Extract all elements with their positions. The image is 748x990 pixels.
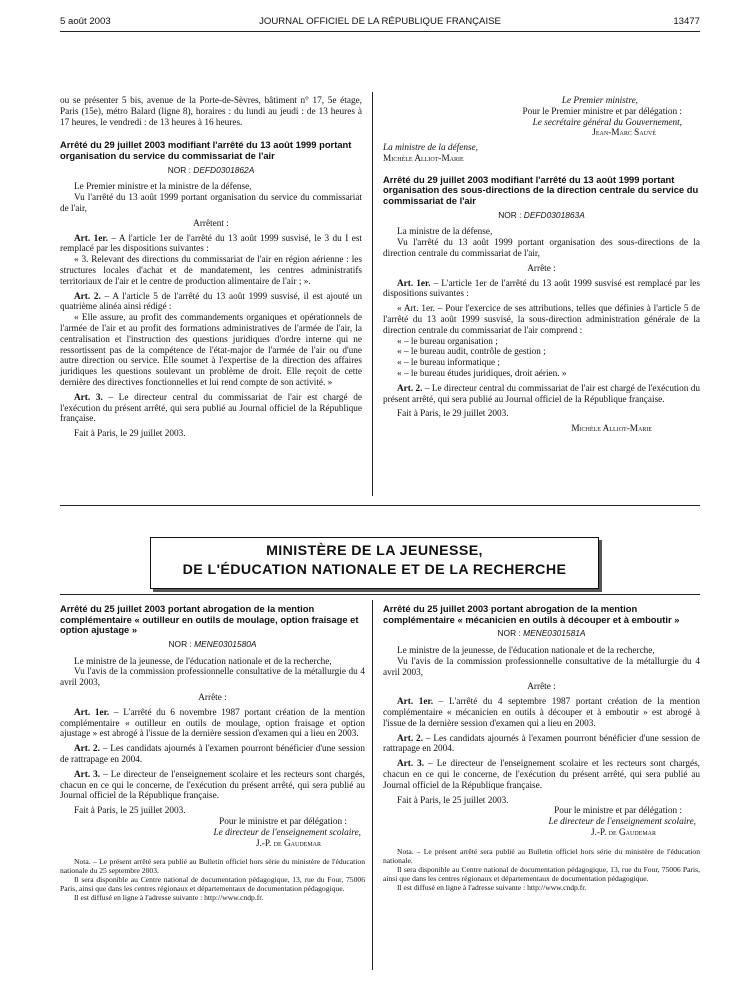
article-1: Art. 1er. – A l'article 1er de l'arrêté du 13 août 1999 susvisé, le 3 du I est remplacé par les dispositions suivantes : [60, 233, 362, 255]
nota-line: Il sera disponible au Centre national de documentation pédagogique, 13, rue du Four, 75006 Paris, ainsi que dans les centres régionaux et départementaux de documentation pédagogique. [383, 864, 700, 883]
signature-name: J.-P. de Gaudemar [255, 838, 321, 849]
article-2: Art. 2. – Le directeur central du commissariat de l'air est chargé de l'exécution du présent arrêté, qui sera publié au Journal officiel de la République française. [383, 383, 700, 405]
decree-title: Arrêté du 29 juillet 2003 modifiant l'arrêté du 13 août 1999 portant organisation du service du commissariat de l'air [60, 139, 352, 161]
bottom-right-column [383, 594, 700, 892]
preamble: Le ministre de la jeunesse, de l'éducation nationale et de la recherche, [397, 645, 655, 656]
bureau-list [383, 337, 700, 380]
fait-a-paris: Fait à Paris, le 29 juillet 2003. [397, 409, 509, 420]
signature-role: Le secrétaire général du Gouvernement, [532, 117, 682, 128]
top-left-column [60, 96, 362, 440]
visa: Vu l'avis de la commission professionnelle consultative de la métallurgie du 4 avril 2003, [383, 656, 700, 678]
signature-role: Le directeur de l'enseignement scolaire, [213, 827, 361, 838]
signature-role: Le directeur de l'enseignement scolaire, [548, 817, 696, 828]
signature-delegation: Pour le ministre et par délégation : [554, 806, 682, 817]
nota-line: Il est diffusé en ligne à l'adresse suivante : http://www.cndp.fr. [74, 893, 264, 903]
nor-reference: NOR : MENE0301581A [497, 628, 586, 639]
article-3: Art. 3. – Le directeur de l'enseignement scolaire et les recteurs sont chargés, chacun en ce qui le concerne, de l'exécution du présent arrêté, qui sera publié au Journal officiel de la République française. [383, 759, 700, 791]
top-right-column [383, 96, 700, 435]
article-1-quote: « Art. 1er. – Pour l'exercice de ses attributions, telles que définies à l'article 5 de l'arrêté du 13 août 1999 susvisé, la sous-direction administration générale de la direction centrale du commissariat de l'air comprend : [383, 304, 700, 336]
nor-reference: NOR : MENE0301580A [168, 638, 257, 649]
nota-line: Il est diffusé en ligne à l'adresse suivante : http://www.cndp.fr. [397, 882, 587, 892]
nota-line: Nota. – Le présent arrêté sera publié au Bulletin officiel hors série du ministère de l'éducation nationale du 25 septembre 2003. [60, 857, 365, 876]
section-rule [60, 505, 700, 506]
signature-delegation: Pour le Premier ministre et par délégation : [522, 106, 682, 117]
header-rule [60, 31, 700, 32]
arretent-heading: Arrêtent : [193, 218, 229, 229]
decree-title: Arrêté du 25 juillet 2003 portant abrogation de la mention complémentaire « mécanicien en outils à découper et à emboutir » [383, 603, 680, 625]
arrete-heading: Arrête : [198, 692, 227, 703]
visa: Vu l'arrêté du 13 août 1999 portant organisation des sous-directions de la direction centrale du commissariat de l'air, [383, 238, 700, 259]
column-divider-bottom [372, 600, 373, 970]
page-header [60, 14, 700, 30]
preamble: Le ministre de la jeunesse, de l'éducation nationale et de la recherche, [74, 656, 332, 667]
article-2: Art. 2. – Les candidats ajournés à l'examen pourront bénéficier d'une session de rattrapage en 2004. [60, 744, 365, 765]
article-1: Art. 1er. – L'arrêté du 6 novembre 1987 portant création de la mention complémentaire « outilleur en outils de moulage, option fraisage et option ajustage » est abrogé à l'issue de la dernière session d'examen qui a lieu en 2003. [60, 707, 365, 740]
ministry-line-1: MINISTÈRE DE LA JEUNESSE, [266, 543, 483, 559]
nota-block [383, 847, 700, 892]
list-item: « – le bureau audit, contrôle de gestion ; [397, 347, 546, 358]
list-item: « – le bureau études juridiques, droit aérien. » [397, 368, 567, 379]
signature-minister-name: Michèle Alliot-Marie [383, 153, 464, 164]
signature-name: Jean-Marc Sauvé [592, 128, 656, 139]
nor-reference: NOR : DEFD0301863A [498, 209, 585, 220]
visa: Vu l'arrêté du 13 août 1999 portant organisation du service du commissariat de l'air, [60, 193, 362, 214]
article-1: Art. 1er. – L'arrêté du 4 septembre 1987 portant création de la mention complémentaire « mécanicien en outils à découper et à emboutir » est abrogé à l'issue de la dernière session d'examen qui a lieu en 2003. [383, 697, 700, 729]
nota-line: Nota. – Le présent arrêté sera publié au Bulletin officiel hors série du ministère de l'éducation nationale. [383, 846, 700, 865]
fait-a-paris: Fait à Paris, le 25 juillet 2003. [74, 806, 186, 817]
fait-a-paris: Fait à Paris, le 29 juillet 2003. [74, 429, 186, 440]
column-divider-top [372, 92, 373, 496]
header-date: 5 août 2003 [60, 16, 111, 27]
article-3: Art. 3. – Le directeur central du commissariat de l'air est chargé de l'exécution du présent arrêté, qui sera publié au Journal officiel de la République française. [60, 392, 362, 425]
article-3: Art. 3. – Le directeur de l'enseignement scolaire et les recteurs sont chargés, chacun en ce qui le concerne, de l'exécution du présent arrêté, qui sera publié au Journal officiel de la République française. [60, 769, 365, 802]
arrete-heading: Arrête : [527, 263, 556, 274]
article-2-quote: « Elle assure, au profit des commandements organiques et opérationnels de l'armée de l'air et au profit des formations administratives de l'armée de l'air, la centralisation et l'instruction des questions juridiques d'ordre interne qui ne ressortissent pas de la compétence de l'état-major de l'armée de l'air ou d'une autre direction ou service. Elle soumet à l'expertise de la direction des affaires juridiques les questions soulevant un problème de droit. Elle reçoit de cette dernière des directives fonctionnelles et lui rend compte de son activité. » [60, 313, 362, 388]
article-1-quote: « 3. Relevant des directions du commissariat de l'air en région aérienne : les structures locales d'achat et de mandatement, les centres administratifs territoriaux de l'air et le centre de production alimentaire de l'air ; ». [60, 255, 362, 287]
list-item: « – le bureau informatique ; [397, 358, 501, 369]
bottom-left-column [60, 594, 365, 902]
signature-minister-title: La ministre de la défense, [383, 143, 478, 154]
arrete-heading: Arrête : [527, 682, 556, 693]
signature-name: J.-P. de Gaudemar [590, 827, 656, 838]
list-item: « – le bureau organisation ; [397, 336, 498, 347]
fait-a-paris: Fait à Paris, le 25 juillet 2003. [397, 795, 509, 806]
visa: Vu l'avis de la commission professionnelle consultative de la métallurgie du 4 avril 2003, [60, 667, 365, 689]
intro-paragraph: ou se présenter 5 bis, avenue de la Porte-de-Sèvres, bâtiment n° 17, 5e étage, Paris (15e), métro Balard (ligne 8), horaires : du lundi au jeudi : de 13 heures à 17 heures, le vendredi : de 13 heures à 16 heures. [60, 96, 362, 128]
article-2: Art. 2. – Les candidats ajournés à l'examen pourront bénéficier d'une session de rattrapage en 2004. [383, 733, 700, 755]
decree-title: Arrêté du 25 juillet 2003 portant abrogation de la mention complémentaire « outilleur en outils de moulage, option fraisage et option ajustage » [60, 603, 359, 636]
article-2: Art. 2. – A l'article 5 de l'arrêté du 13 août 1999 susvisé, il est ajouté un quatrième alinéa ainsi rédigé : [60, 291, 362, 313]
signature-name: Michèle Alliot-Marie [571, 424, 652, 435]
ministry-line-2: DE L'ÉDUCATION NATIONALE ET DE LA RECHERCHE [182, 562, 567, 578]
decree-title: Arrêté du 29 juillet 2003 modifiant l'arrêté du 13 août 1999 portant organisation des sous-directions de la direction centrale du service du commissariat de l'air [383, 173, 699, 206]
header-journal-title: JOURNAL OFFICIEL DE LA RÉPUBLIQUE FRANÇAISE [259, 16, 501, 27]
preamble: Le Premier ministre et la ministre de la défense, [74, 182, 252, 193]
nor-reference: NOR : DEFD0301862A [167, 164, 255, 175]
signature-delegation: Pour le ministre et par délégation : [219, 816, 347, 827]
ministry-heading-box [150, 537, 599, 589]
nota-block [60, 857, 365, 902]
header-page-number: 13477 [673, 16, 700, 27]
article-1: Art. 1er. – L'article 1er de l'arrêté du 13 août 1999 susvisé est remplacé par les dispositions suivantes : [383, 278, 700, 300]
preamble: La ministre de la défense, [397, 227, 493, 238]
nota-line: Il sera disponible au Centre national de documentation pédagogique, 13, rue du Four, 75006 Paris, ainsi que dans les centres régionaux et départementaux de documentation pédagogique. [60, 875, 365, 894]
signature-title: Le Premier ministre, [561, 96, 638, 106]
